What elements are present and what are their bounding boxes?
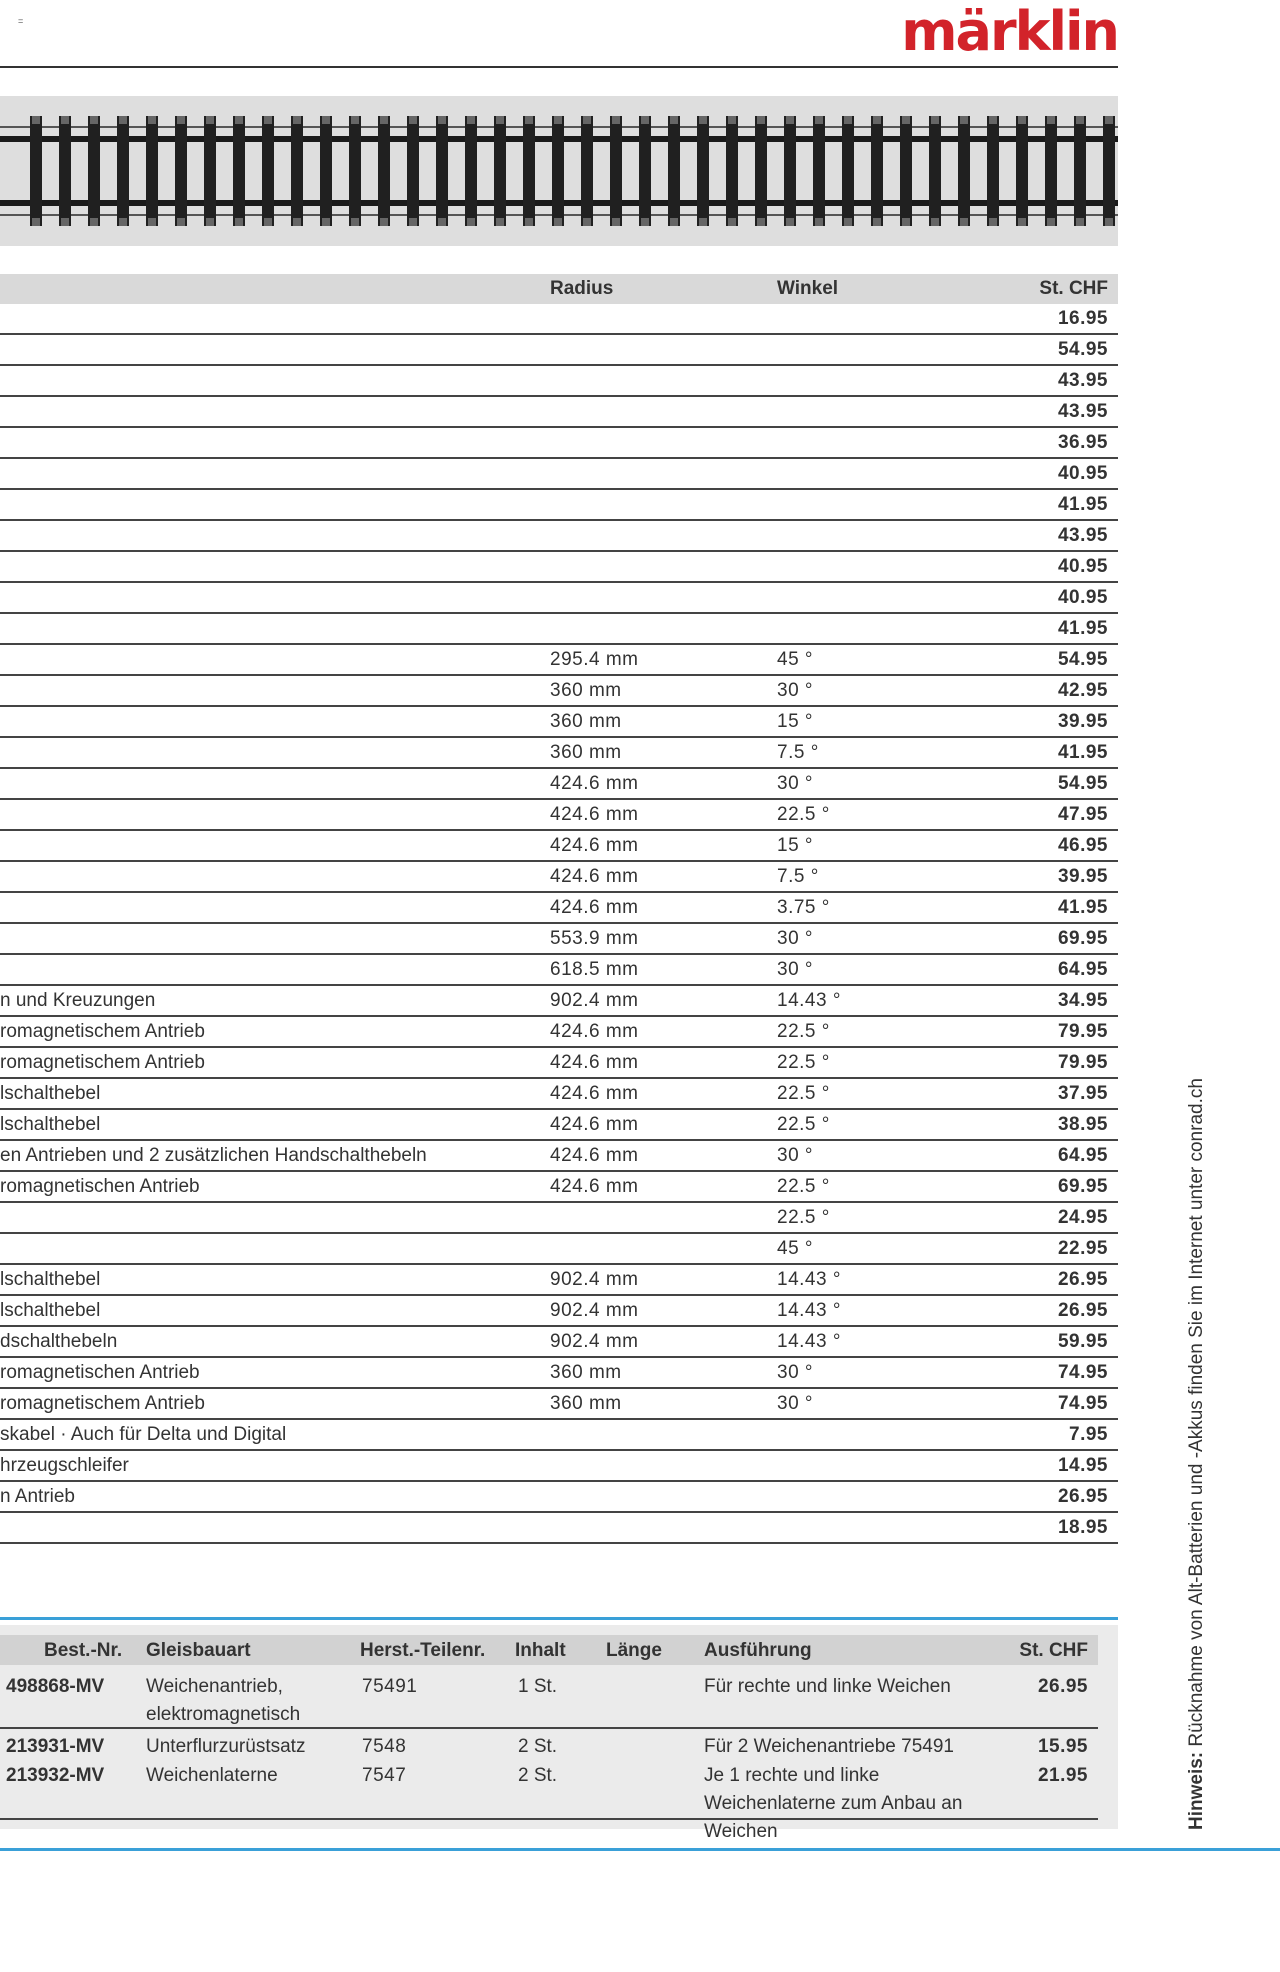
price: 74.95 [1057, 1362, 1108, 1383]
price: 69.95 [1057, 1176, 1108, 1197]
table-row [0, 397, 1118, 428]
price: 54.95 [1057, 649, 1108, 670]
winkel: 7.5 ° [777, 866, 819, 887]
radius: 902.4 mm [550, 990, 639, 1011]
table-row [0, 1513, 1118, 1544]
price: 54.95 [1057, 339, 1108, 360]
radius: 424.6 mm [550, 773, 639, 794]
radius: 295.4 mm [550, 649, 639, 670]
header-inhalt: Inhalt [515, 1640, 566, 1661]
winkel: 14.43 ° [777, 1331, 841, 1352]
price: 64.95 [1057, 1145, 1108, 1166]
winkel: 45 ° [777, 1238, 814, 1259]
inhalt: 2 St. [518, 1765, 558, 1786]
winkel: 7.5 ° [777, 742, 819, 763]
price: 22.95 [1057, 1238, 1108, 1259]
winkel: 14.43 ° [777, 1300, 841, 1321]
herst-teilenr: 7548 [362, 1736, 407, 1757]
table-row [0, 366, 1118, 397]
table-row [0, 1172, 1118, 1203]
ausfuehrung: Für 2 Weichenantriebe 75491 [704, 1736, 954, 1757]
winkel: 22.5 ° [777, 1083, 830, 1104]
ausfuehrung: Für rechte und linke Weichen [704, 1676, 951, 1697]
radius: 424.6 mm [550, 1021, 639, 1042]
price-table-header [0, 274, 1118, 304]
price: 74.95 [1057, 1393, 1108, 1414]
description: romagnetischen Antrieb [0, 1176, 200, 1197]
description: n Antrieb [0, 1486, 75, 1507]
track-image [0, 96, 1118, 246]
price: 43.95 [1057, 370, 1108, 391]
price: 47.95 [1057, 804, 1108, 825]
price: 18.95 [1057, 1517, 1108, 1538]
table-row [0, 1141, 1118, 1172]
table-row [0, 583, 1118, 614]
table-row [0, 1327, 1118, 1358]
description: skabel · Auch für Delta und Digital [0, 1424, 287, 1445]
table-row [0, 738, 1118, 769]
side-note [1186, 1078, 1208, 1830]
price: 41.95 [1057, 742, 1108, 763]
header-ausfuehrung: Ausführung [704, 1640, 812, 1661]
table-row [0, 490, 1118, 521]
winkel: 30 ° [777, 959, 814, 980]
table-row [0, 1079, 1118, 1110]
radius: 360 mm [550, 711, 622, 732]
description: lschalthebel [0, 1269, 101, 1290]
price: 37.95 [1057, 1083, 1108, 1104]
table-row [0, 304, 1118, 335]
inhalt: 1 St. [518, 1676, 558, 1697]
row-divider [0, 1727, 1098, 1729]
accessory-table [0, 1625, 1118, 1842]
radius: 424.6 mm [550, 1176, 639, 1197]
header-best-nr: Best.-Nr. [44, 1640, 123, 1661]
best-nr: 213931-MV [6, 1736, 105, 1757]
table-row [0, 1203, 1118, 1234]
table-row [0, 645, 1118, 676]
winkel: 30 ° [777, 1145, 814, 1166]
price: 79.95 [1057, 1021, 1108, 1042]
table-row [0, 1110, 1118, 1141]
radius: 902.4 mm [550, 1331, 639, 1352]
corner-mark: = [18, 16, 24, 26]
ausfuehrung: Je 1 rechte und linke Weichenlaterne zum Anbau an Weichen [704, 1765, 963, 1842]
price: 26.95 [1057, 1486, 1108, 1507]
best-nr: 498868-MV [6, 1676, 105, 1697]
winkel: 45 ° [777, 649, 814, 670]
marklin-logo: märklin [901, 0, 1118, 63]
table-row [0, 1389, 1118, 1420]
radius: 424.6 mm [550, 1052, 639, 1073]
price: 16.95 [1057, 308, 1108, 329]
table-row [0, 1358, 1118, 1389]
price: 41.95 [1057, 897, 1108, 918]
table-row [0, 862, 1118, 893]
price: 15.95 [1037, 1736, 1088, 1757]
winkel: 30 ° [777, 1362, 814, 1383]
price: 59.95 [1057, 1331, 1108, 1352]
description: n und Kreuzungen [0, 990, 156, 1011]
description: lschalthebel [0, 1300, 101, 1321]
price: 26.95 [1057, 1300, 1108, 1321]
price: 54.95 [1057, 773, 1108, 794]
winkel: 3.75 ° [777, 897, 830, 918]
price: 41.95 [1057, 618, 1108, 639]
winkel: 22.5 ° [777, 1052, 830, 1073]
side-note-text: Rücknahme von Alt-Batterien und -Akkus finden Sie im Internet unter conrad.ch [1186, 1078, 1207, 1752]
price: 36.95 [1057, 432, 1108, 453]
table-row [0, 552, 1118, 583]
price: 43.95 [1057, 525, 1108, 546]
winkel: 22.5 ° [777, 1176, 830, 1197]
header-radius: Radius [550, 278, 614, 299]
side-note-label: Hinweis: [1186, 1751, 1207, 1830]
winkel: 30 ° [777, 928, 814, 949]
table-row [0, 1265, 1118, 1296]
description: lschalthebel [0, 1114, 101, 1135]
price: 46.95 [1057, 835, 1108, 856]
winkel: 22.5 ° [777, 1114, 830, 1135]
table-row [0, 1451, 1118, 1482]
header-gleisbauart: Gleisbauart [146, 1640, 251, 1661]
straight-track-illustration [0, 96, 1118, 246]
herst-teilenr: 7547 [362, 1765, 407, 1786]
radius: 424.6 mm [550, 1083, 639, 1104]
price-table [0, 274, 1118, 1544]
winkel: 22.5 ° [777, 804, 830, 825]
winkel: 22.5 ° [777, 1207, 830, 1228]
radius: 902.4 mm [550, 1269, 639, 1290]
price: 14.95 [1057, 1455, 1108, 1476]
header-st-chf: St. CHF [1019, 1640, 1088, 1661]
radius: 424.6 mm [550, 866, 639, 887]
description: romagnetischem Antrieb [0, 1052, 205, 1073]
table-row [0, 521, 1118, 552]
price: 7.95 [1069, 1424, 1108, 1445]
price: 39.95 [1057, 711, 1108, 732]
price: 38.95 [1057, 1114, 1108, 1135]
footer-divider [0, 1848, 1280, 1851]
price: 40.95 [1057, 556, 1108, 577]
price: 34.95 [1057, 990, 1108, 1011]
radius: 360 mm [550, 742, 622, 763]
table-row [0, 1296, 1118, 1327]
table-row [0, 831, 1118, 862]
radius: 424.6 mm [550, 897, 639, 918]
price: 42.95 [1057, 680, 1108, 701]
price: 64.95 [1057, 959, 1108, 980]
description: romagnetischem Antrieb [0, 1021, 205, 1042]
table-row [0, 1482, 1118, 1513]
table-row [0, 707, 1118, 738]
table-row [0, 335, 1118, 366]
table-row [0, 955, 1118, 986]
price: 43.95 [1057, 401, 1108, 422]
header-herst-teilenr: Herst.-Teilenr. [360, 1640, 486, 1661]
gleisbauart: Weichenantrieb, elektromagnetisch [146, 1676, 301, 1725]
table-row [0, 428, 1118, 459]
price: 40.95 [1057, 587, 1108, 608]
table-row [0, 986, 1118, 1017]
row-divider [0, 1818, 1098, 1820]
header-rule [0, 66, 1118, 68]
winkel: 14.43 ° [777, 1269, 841, 1290]
price: 39.95 [1057, 866, 1108, 887]
winkel: 30 ° [777, 1393, 814, 1414]
table-row [0, 676, 1118, 707]
herst-teilenr: 75491 [362, 1676, 418, 1697]
table-row [0, 1420, 1118, 1451]
price: 69.95 [1057, 928, 1108, 949]
winkel: 30 ° [777, 773, 814, 794]
inhalt: 2 St. [518, 1736, 558, 1757]
winkel: 15 ° [777, 711, 814, 732]
winkel: 22.5 ° [777, 1021, 830, 1042]
table-row [0, 614, 1118, 645]
price-table-body [0, 304, 1118, 1544]
description: hrzeugschleifer [0, 1455, 129, 1476]
table-row [0, 1048, 1118, 1079]
description: en Antrieben und 2 zusätzlichen Handschalthebeln [0, 1145, 427, 1166]
price: 24.95 [1057, 1207, 1108, 1228]
price: 41.95 [1057, 494, 1108, 515]
radius: 902.4 mm [550, 1300, 639, 1321]
winkel: 30 ° [777, 680, 814, 701]
table-row [0, 800, 1118, 831]
radius: 360 mm [550, 1393, 622, 1414]
winkel: 15 ° [777, 835, 814, 856]
accessory-table-header [0, 1635, 1098, 1665]
gleisbauart: Weichenlaterne [146, 1765, 278, 1786]
table-row [0, 769, 1118, 800]
radius: 360 mm [550, 1362, 622, 1383]
radius: 424.6 mm [550, 835, 639, 856]
price: 21.95 [1037, 1765, 1088, 1786]
table-row [0, 1234, 1118, 1265]
table-row [0, 1017, 1118, 1048]
price: 26.95 [1037, 1676, 1088, 1697]
description: romagnetischem Antrieb [0, 1393, 205, 1414]
radius: 360 mm [550, 680, 622, 701]
table-row [0, 924, 1118, 955]
radius: 424.6 mm [550, 804, 639, 825]
radius: 424.6 mm [550, 1114, 639, 1135]
price: 40.95 [1057, 463, 1108, 484]
gleisbauart: Unterflurzurüstsatz [146, 1736, 306, 1757]
table-row [0, 459, 1118, 490]
price: 26.95 [1057, 1269, 1108, 1290]
description: lschalthebel [0, 1083, 101, 1104]
radius: 618.5 mm [550, 959, 639, 980]
section-divider [0, 1617, 1118, 1620]
radius: 553.9 mm [550, 928, 639, 949]
header-laenge: Länge [606, 1640, 662, 1661]
header-price: St. CHF [1039, 278, 1108, 299]
description: romagnetischen Antrieb [0, 1362, 200, 1383]
best-nr: 213932-MV [6, 1765, 105, 1786]
radius: 424.6 mm [550, 1145, 639, 1166]
description: dschalthebeln [0, 1331, 118, 1352]
header-winkel: Winkel [777, 278, 839, 299]
price: 79.95 [1057, 1052, 1108, 1073]
winkel: 14.43 ° [777, 990, 841, 1011]
table-row [0, 893, 1118, 924]
